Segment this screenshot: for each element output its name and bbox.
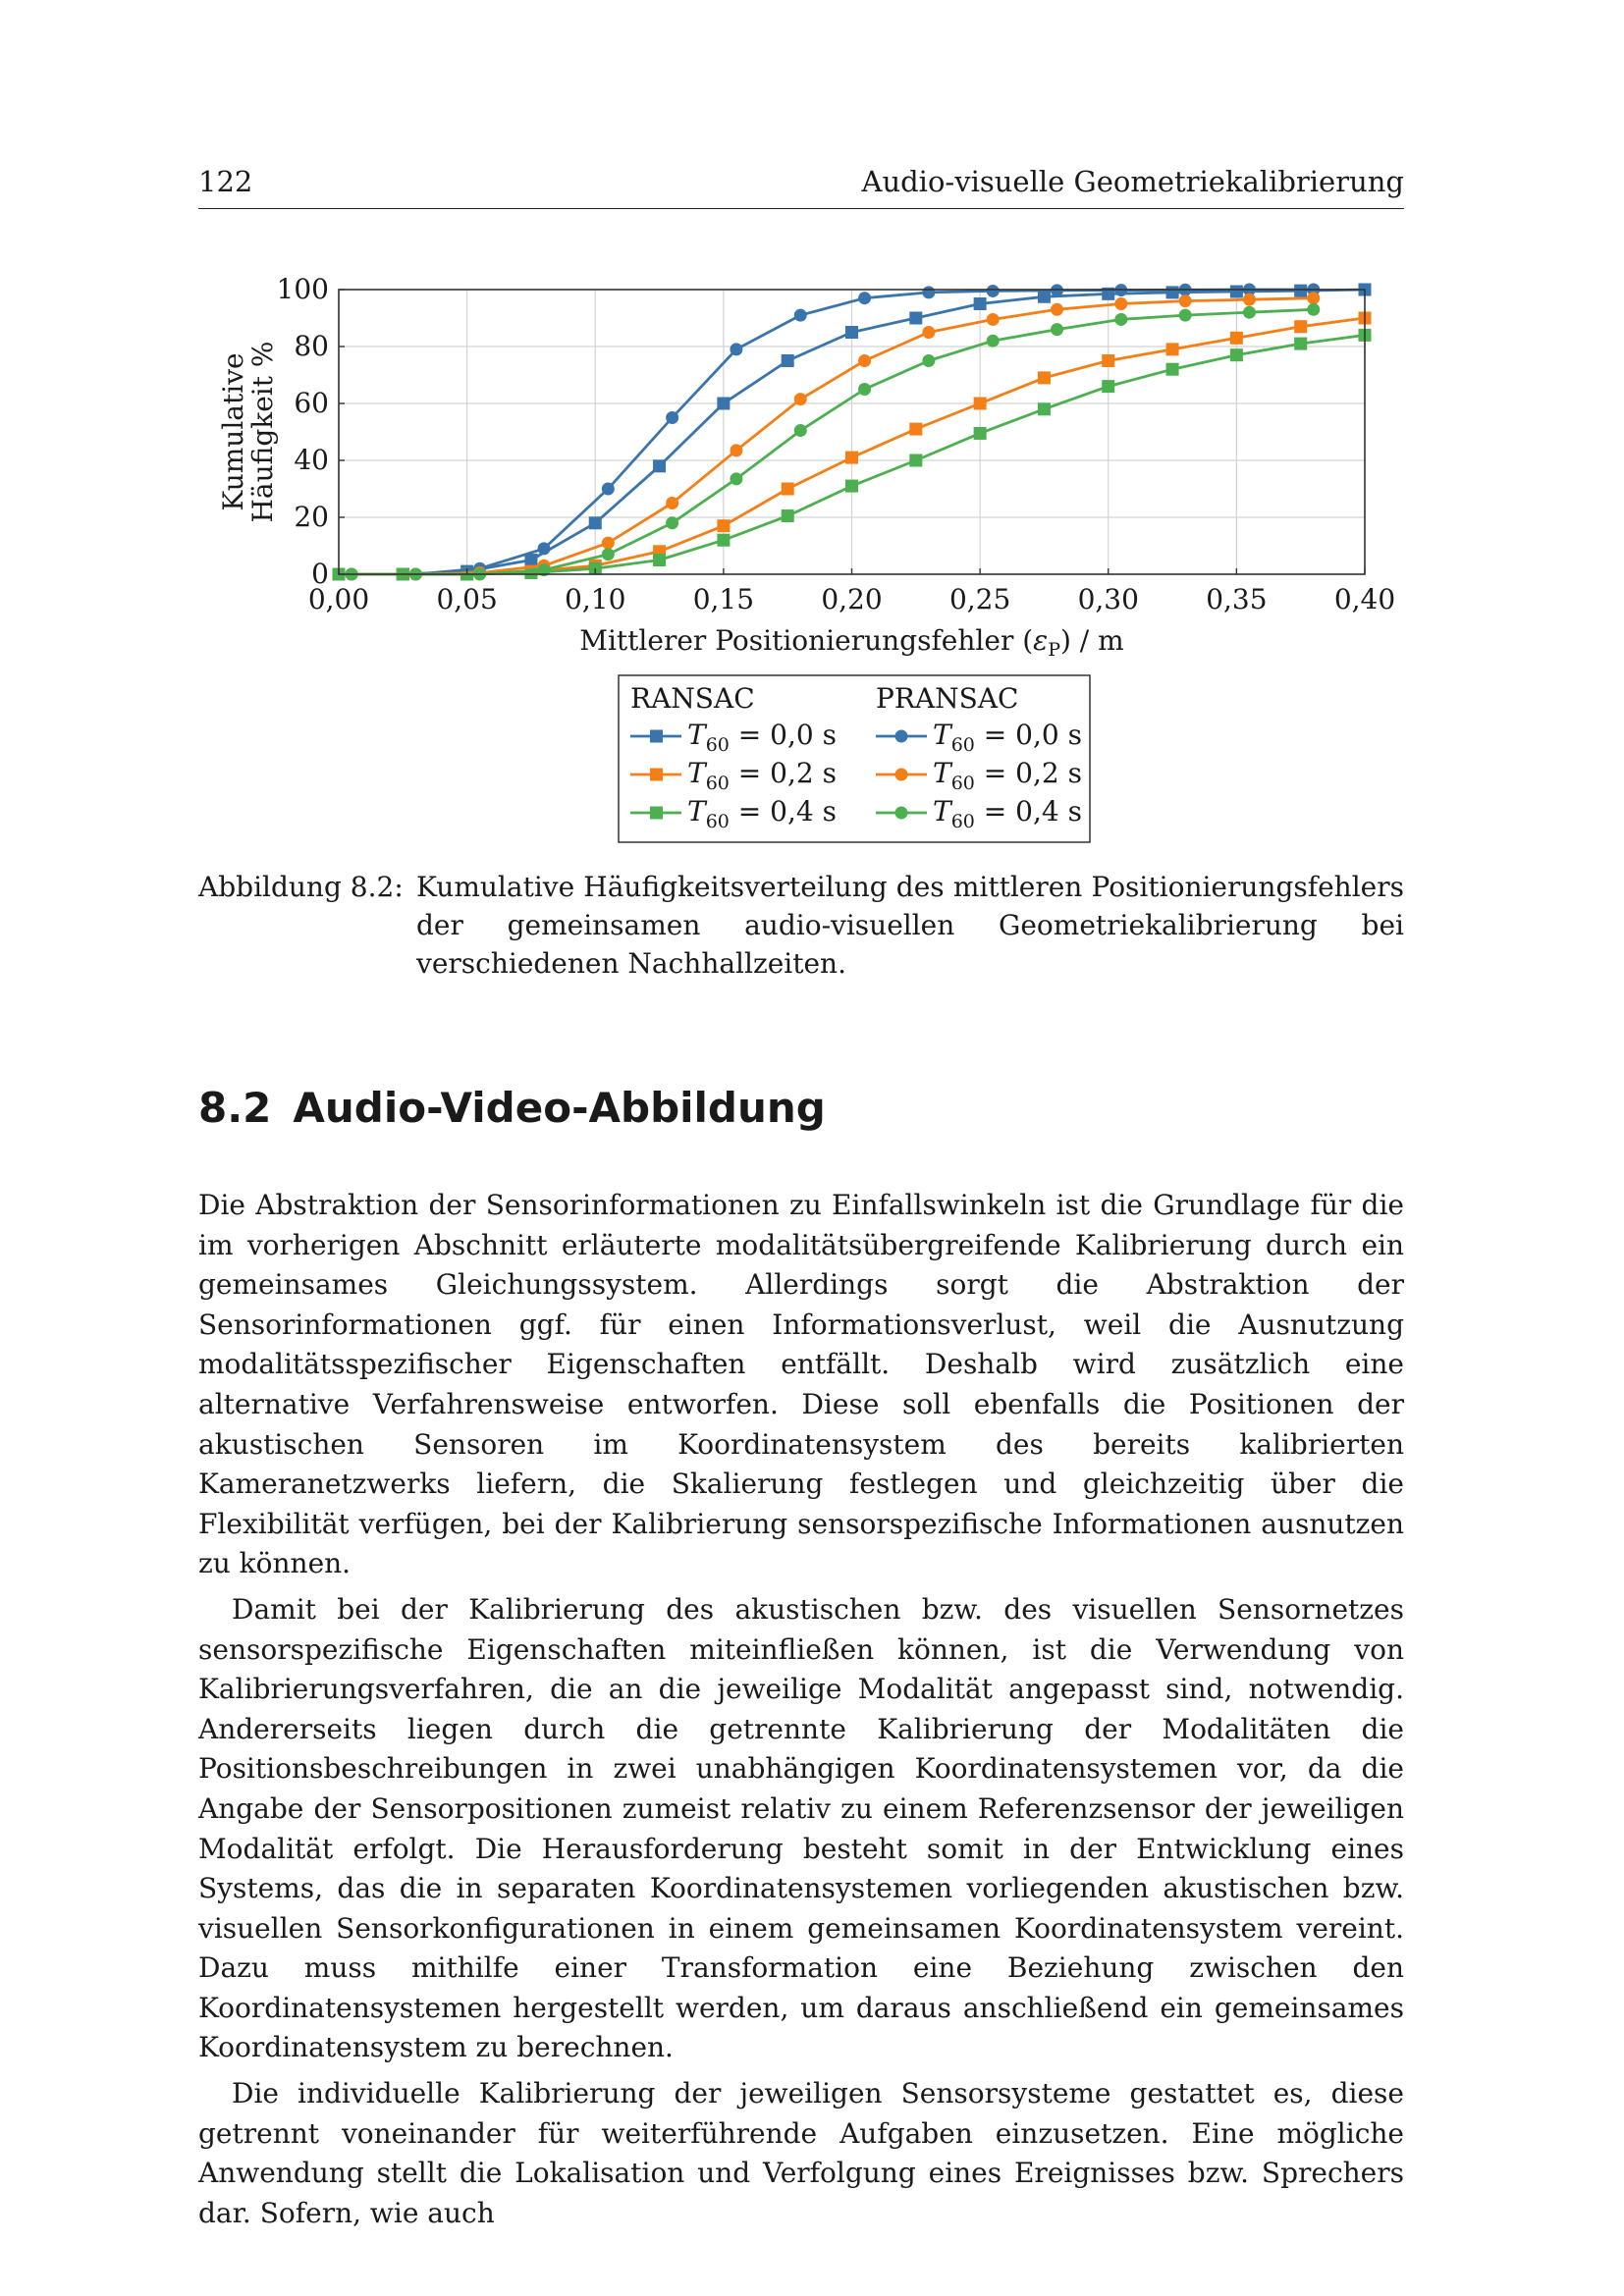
caption-label: Abbildung 8.2:	[198, 871, 404, 903]
page-header	[198, 165, 1404, 209]
data-point-square	[1166, 286, 1179, 298]
data-point-circle	[602, 537, 615, 550]
data-point-circle	[1179, 294, 1192, 307]
data-point-circle	[1114, 297, 1127, 310]
legend-label: $T_{60} = 0,4$ s	[933, 795, 1082, 832]
y-tick-label: 80	[294, 330, 329, 362]
data-point-circle	[922, 286, 935, 298]
legend-marker-square	[650, 730, 663, 743]
data-point-square	[845, 480, 858, 493]
y-tick-label: 60	[294, 387, 329, 419]
data-point-square	[717, 519, 730, 532]
page-number: 122	[198, 165, 253, 198]
body-text	[198, 1186, 1404, 2239]
data-point-circle	[538, 542, 551, 555]
data-point-square	[653, 459, 666, 472]
legend-label: $T_{60} = 0,0$ s	[933, 719, 1082, 756]
data-point-square	[1038, 402, 1051, 415]
section-number: 8.2	[198, 1084, 272, 1132]
caption-text: Kumulative Häufigkeitsverteilung des mittleren Positionierungsfehlers der gemeinsamen audio-visuellen Geometriekalibrierung bei verschiedenen Nachhallzeiten.	[416, 871, 1404, 980]
data-point-circle	[730, 444, 742, 456]
data-point-square	[909, 454, 922, 467]
x-tick-label: 0,30	[1077, 583, 1139, 615]
legend-marker-square	[650, 807, 663, 820]
x-tick-label: 0,15	[692, 583, 755, 615]
data-point-circle	[922, 326, 935, 339]
data-point-square	[1102, 380, 1114, 393]
data-point-circle	[794, 309, 807, 322]
data-point-square	[974, 398, 987, 410]
data-point-square	[1230, 332, 1243, 345]
paragraph-2: Damit bei der Kalibrierung des akustischen bzw. des visuellen Sensornetzes sensorspezifische Eigenschaften miteinfließen können, ist die Verwendung von Kalibrierungsverfahren, die an die jeweilige Modalität angepasst sind, notwendig. Andererseits liegen durch die getrennte Kalibrierung der Modalitäten die Positionsbeschreibungen in zwei unabhängigen Koordinatensystemen vor, da die Angabe der Sensorpositionen zumeist relativ zu einem Referenzsensor der jeweiligen Modalität erfolgt. Die Herausforderung besteht somit in der Entwicklung eines Systems, das die in separaten Koordinatensystemen vorliegenden akustischen bzw. visuellen Sensorkonfigurationen in einem gemeinsamen Koordinatensystem vereint. Dazu muss mithilfe einer Transformation eine Beziehung zwischen den Koordinatensystemen hergestellt werden, um daraus anschließend ein gemeinsames Koordinatensystem zu berechnen.	[198, 1592, 1404, 2064]
data-point-circle	[1243, 294, 1256, 306]
x-tick-label: 0,00	[307, 583, 370, 615]
data-point-square	[1166, 363, 1179, 376]
series-5	[333, 292, 1321, 580]
data-point-circle	[922, 354, 935, 367]
data-point-square	[909, 312, 922, 325]
data-point-circle	[602, 483, 615, 496]
x-tick-label: 0,05	[436, 583, 498, 615]
legend-marker-circle	[895, 730, 908, 743]
data-point-square	[1294, 320, 1307, 333]
x-tick-label: 0,20	[821, 583, 883, 615]
data-point-square	[1230, 348, 1243, 361]
data-point-circle	[1051, 303, 1063, 316]
series-line	[339, 298, 1314, 574]
y-tick-label: 20	[294, 501, 329, 533]
section-title: Audio-Video-Abbildung	[293, 1084, 826, 1132]
data-point-square	[717, 534, 730, 547]
data-point-circle	[1051, 284, 1063, 296]
data-point-square	[1102, 354, 1114, 367]
data-point-circle	[1307, 292, 1320, 304]
chart-legend	[619, 675, 1090, 842]
data-point-circle	[858, 292, 871, 304]
data-point-circle	[794, 393, 807, 405]
legend-label: $T_{60} = 0,4$ s	[687, 795, 837, 832]
figure-caption	[198, 868, 1404, 983]
data-point-square	[909, 423, 922, 436]
legend-marker-circle	[895, 807, 908, 820]
legend-group-title: RANSAC	[630, 682, 755, 715]
series-line	[339, 290, 1314, 574]
data-point-square	[782, 483, 794, 496]
data-point-square	[589, 516, 602, 529]
data-point-circle	[1051, 323, 1063, 336]
data-point-square	[1230, 286, 1243, 298]
data-point-square	[974, 427, 987, 440]
data-point-square	[1294, 338, 1307, 350]
y-tick-label: 100	[276, 275, 329, 305]
data-point-square	[717, 398, 730, 410]
legend-group-title: PRANSAC	[876, 682, 1019, 715]
x-axis-label: Mittlerer Positionierungsfehler $(\varepsilon_P)$ / m	[579, 624, 1124, 661]
data-point-square	[1038, 291, 1051, 303]
data-point-circle	[1179, 309, 1192, 322]
y-tick-label: 40	[294, 444, 329, 476]
paragraph-3: Die individuelle Kalibrierung der jeweiligen Sensorsysteme gestattet es, diese getrennt voneinander für weiterführende Aufgaben einzusetzen. Eine mögliche Anwendung stellt die Lokalisation und Verfolgung eines Ereignisses bzw. Sprechers dar. Sofern, wie auch	[198, 2077, 1404, 2229]
data-point-circle	[1307, 303, 1320, 316]
data-point-circle	[858, 383, 871, 396]
data-point-circle	[730, 472, 742, 485]
x-tick-label: 0,25	[948, 583, 1011, 615]
data-point-square	[974, 297, 987, 310]
running-title: Audio-visuelle Geometriekalibrierung	[861, 165, 1404, 198]
y-axis-label: KumulativeHäufigkeit %	[217, 341, 279, 523]
data-point-circle	[666, 497, 678, 509]
series-4	[333, 284, 1321, 581]
x-tick-label: 0,10	[565, 583, 626, 615]
legend-label: $T_{60} = 0,2$ s	[687, 757, 837, 794]
section-heading	[198, 1084, 1404, 1132]
data-point-circle	[987, 335, 1000, 347]
data-point-square	[782, 509, 794, 522]
legend-marker-square	[650, 769, 663, 781]
data-point-circle	[1114, 313, 1127, 326]
chart-axes	[217, 275, 1395, 661]
data-point-circle	[666, 516, 678, 529]
x-tick-label: 0,40	[1333, 583, 1396, 615]
legend-label: $T_{60} = 0,0$ s	[687, 719, 837, 756]
data-point-square	[1038, 371, 1051, 384]
legend-label: $T_{60} = 0,2$ s	[933, 757, 1082, 794]
data-point-circle	[666, 411, 678, 424]
data-point-circle	[987, 285, 1000, 297]
data-point-circle	[602, 548, 615, 561]
data-point-square	[845, 452, 858, 464]
legend-marker-circle	[895, 769, 908, 781]
data-point-square	[845, 326, 858, 339]
data-point-square	[524, 554, 537, 566]
x-tick-label: 0,35	[1206, 583, 1268, 615]
data-point-square	[653, 554, 666, 566]
data-point-circle	[858, 354, 871, 367]
cumulative-error-chart	[187, 275, 1424, 854]
data-point-circle	[794, 424, 807, 437]
data-point-square	[782, 354, 794, 367]
data-point-circle	[987, 313, 1000, 326]
y-tick-label: 0	[311, 558, 329, 590]
paragraph-1: Die Abstraktion der Sensorinformationen zu Einfallswinkeln ist die Grundlage für die im vorherigen Abschnitt erläuterte modalitätsübergreifende Kalibrierung durch ein gemeinsames Gleichungssystem. Allerdings sorgt die Abstraktion der Sensorinformationen ggf. für einen Informationsverlust, weil die Ausnutzung modalitätsspezifischer Eigenschaften entfällt. Deshalb wird zusätzlich eine alternative Verfahrensweise entworfen. Diese soll ebenfalls die Positionen der akustischen Sensoren im Koordinatensystem des bereits kalibrierten Kameranetzwerks liefern, die Skalierung festlegen und gleichzeitig über die Flexibilität verfügen, bei der Kalibrierung sensorspezifische Informationen ausnutzen zu können.	[198, 1189, 1404, 1580]
data-point-circle	[1243, 306, 1256, 319]
data-point-circle	[730, 343, 742, 355]
data-point-square	[1166, 343, 1179, 355]
